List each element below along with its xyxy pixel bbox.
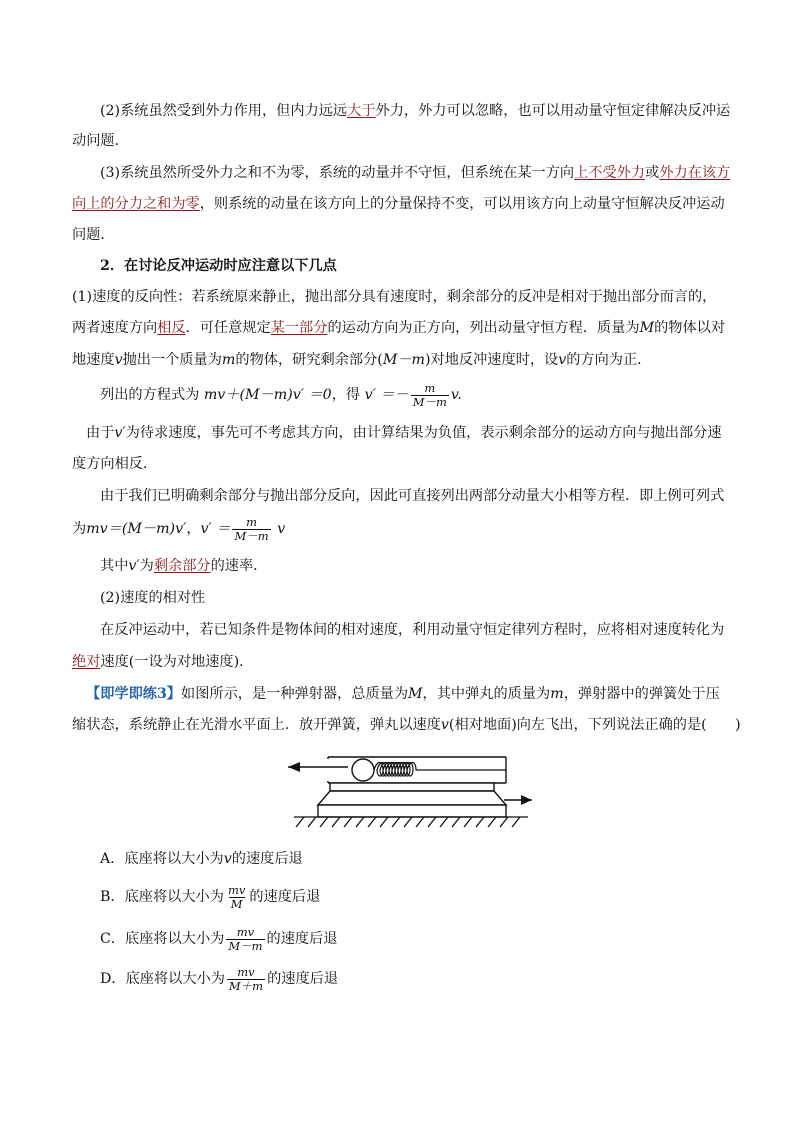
para-direct-line2: 为mv＝(M－m)v′，v′ ＝ $\frac{m}{M-m}$ v <box>72 514 286 543</box>
para-reverse-line2: 两者速度方向相反．可任意规定某一部分的运动方向为正方向，列出动量守恒方程．质量为M的物体以对 <box>72 320 726 336</box>
para-reverse-line1: (1)速度的反向性：若系统原来静止，抛出部分具有速度时，剩余部分的反冲是相对于抛出部分而言的， <box>72 289 717 305</box>
fraction: $\frac{mv}{M-m}$ <box>228 924 263 953</box>
para-3-line1: (3)系统虽然所受外力之和不为零，系统的动量并不守恒，但系统在某一方向上不受外力或外力在该方 <box>100 165 731 181</box>
projectile-ball <box>352 759 374 781</box>
question-tag: 【即学即练3】 <box>86 686 181 702</box>
para-note-line1: 由于v′为待求速度，事先可不考虑其方向，由计算结果为负值，表示剩余部分的运动方向与抛出部分速 <box>86 425 722 441</box>
para-rate: 其中v′为剩余部分的速率． <box>100 558 268 574</box>
option-b[interactable]: B．底座将以大小为 $\frac{mv}{M}$ 的速度后退 <box>100 882 321 911</box>
fraction: $\frac{m}{M-m}$ <box>234 514 269 543</box>
para-direct-line1: 由于我们已明确剩余部分与抛出部分反向，因此可直接列出两部分动量大小相等方程．即上例可列式 <box>100 488 725 504</box>
para-relativity-line2: 绝对速度(一设为对地速度)． <box>72 654 254 670</box>
para-2-line1: (2)系统虽然受到外力作用，但内力远远大于外力，外力可以忽略，也可以用动量守恒定律解决反冲运 <box>100 103 731 119</box>
option-a[interactable]: A．底座将以大小为v的速度后退 <box>100 851 303 867</box>
para-reverse-line3: 地速度v抛出一个质量为m的物体，研究剩余部分(M－m)对地反冲速度时，设v的方向为正． <box>72 352 652 368</box>
spring <box>374 763 506 777</box>
launcher-base <box>318 783 506 817</box>
fraction: $\frac{mv}{M}$ <box>227 882 246 911</box>
ground-surface <box>294 817 528 827</box>
sub-heading-relativity: (2)速度的相对性 <box>100 590 206 606</box>
para-relativity-line1: 在反冲运动中，若已知条件是物体间的相对速度，利用动量守恒定律列方程时，应将相对速度转化为 <box>100 622 725 638</box>
equation-line-1: 列出的方程式为 mv＋(M－m)v′ ＝0，得 v′ ＝－ $\frac{m}{M-m}$ v. <box>100 380 462 409</box>
para-3-line2: 向上的分力之和为零，则系统的动量在该方向上的分量保持不变，可以用该方向上动量守恒解决反冲运动 <box>72 196 725 212</box>
para-note-line2: 度方向相反． <box>72 456 158 472</box>
option-c[interactable]: C．底座将以大小为 $\frac{mv}{M-m}$ 的速度后退 <box>100 924 338 953</box>
para-2-line2: 动问题． <box>72 133 129 149</box>
fraction: $\frac{mv}{M+m}$ <box>228 964 264 993</box>
recoil-direction-arrow <box>504 795 532 805</box>
question-line1: 【即学即练3】如图所示，是一种弹射器，总质量为M，其中弹丸的质量为m，弹射器中的弹簧处于压 <box>86 686 720 702</box>
projectile-direction-arrow <box>288 762 348 772</box>
option-d[interactable]: D．底座将以大小为 $\frac{mv}{M+m}$ 的速度后退 <box>100 964 339 993</box>
fraction: $\frac{m}{M-m}$ <box>412 380 447 409</box>
para-3-line3: 问题． <box>72 227 115 243</box>
launcher-figure <box>280 745 540 835</box>
question-line2: 缩状态，系统静止在光滑水平面上．放开弹簧，弹丸以速度v(相对地面)向左飞出，下列说法正确的是( ) <box>72 717 741 733</box>
section-heading: 2．在讨论反冲运动时应注意以下几点 <box>100 258 337 274</box>
